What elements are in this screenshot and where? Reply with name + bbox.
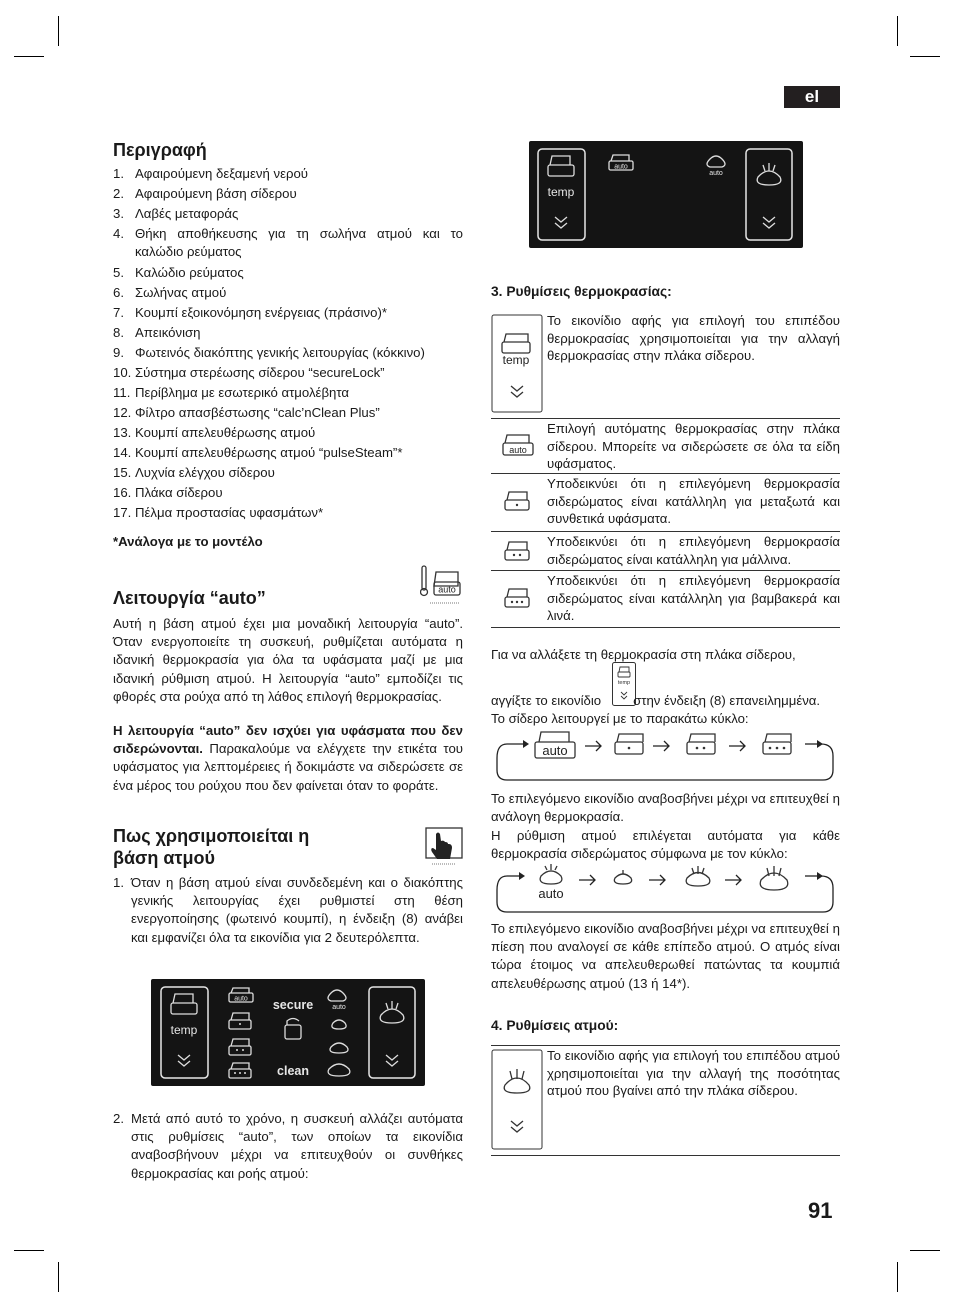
footnote: *Ανάλογα με το μοντέλο bbox=[113, 534, 263, 549]
after-cycle-paragraph-1b: Η ρύθμιση ατμού επιλέγεται αυτόματα για κάθε θερμοκρασία σιδερώματος σύμφωνα με τον κύκλο: bbox=[491, 828, 840, 862]
parts-list-item: 11. Περίβλημα με εσωτερικό ατμολέβητα bbox=[113, 385, 350, 400]
crop-mark bbox=[58, 16, 59, 46]
lock-icon bbox=[285, 1019, 301, 1040]
steam-touch-button[interactable] bbox=[746, 149, 792, 240]
crop-mark bbox=[910, 56, 940, 57]
temp-label: temp bbox=[170, 1023, 198, 1037]
temp-row-text: Υποδεικνύει ότι η επιλεγόμενη θερμοκρασία σιδερώματος είναι κατάλληλη για μεταξωτά και συνθετικά υφάσματα. bbox=[547, 476, 840, 526]
temp-touch-button[interactable] bbox=[538, 149, 585, 240]
parts-list-item: 16. Πλάκα σίδερου bbox=[113, 485, 223, 500]
clean-label: clean bbox=[277, 1064, 309, 1078]
auto-label: auto bbox=[538, 886, 564, 901]
auto-icon-text: auto bbox=[438, 584, 456, 595]
auto-label: auto bbox=[542, 743, 568, 758]
steam-row-touch bbox=[491, 1045, 840, 1156]
temp-settings-title: 3. Ρυθμίσεις θερμοκρασίας: bbox=[491, 284, 672, 299]
crop-mark bbox=[897, 16, 898, 46]
crop-mark bbox=[897, 1262, 898, 1292]
steam-high-icon bbox=[760, 866, 788, 890]
auto-label: auto bbox=[509, 445, 527, 455]
temp-row-wool bbox=[491, 531, 840, 570]
touch-hand-icon bbox=[424, 826, 464, 868]
steam-cycle-diagram bbox=[493, 862, 837, 916]
parts-list-item: 17. Πέλμα προστασίας υφασμάτων* bbox=[113, 505, 324, 520]
change-temp-paragraph-a: Για να αλλάξετε τη θερμοκρασία στη πλάκα σίδερου, bbox=[491, 647, 796, 662]
after-cycle-paragraph-1: Το επιλεγόμενο εικονίδιο αναβοσβήνει μέχρι να επιτευχθεί η ανάλογη θερμοκρασία. bbox=[491, 791, 840, 825]
temp-row-text: Επιλογή αυτόματης θερμοκρασίας στην πλάκα σίδερου. Μπορείτε να σιδερώσετε σε όλα τα είδη υφάσματος. bbox=[547, 421, 840, 471]
auto-title: Λειτουργία “auto” bbox=[113, 588, 266, 608]
change-temp-paragraph-c: Το σίδερο λειτουργεί με το παρακάτω κύκλο: bbox=[491, 711, 749, 726]
iron-one-dot-icon bbox=[503, 490, 533, 514]
temp-label: temp bbox=[502, 353, 530, 367]
temp-row-auto bbox=[491, 418, 840, 473]
parts-list-item: 7. Κουμπί εξοικονόμηση ενέργειας (πράσινο)* bbox=[113, 305, 387, 320]
temp-row-silk bbox=[491, 473, 840, 531]
auto-temperature-icon bbox=[609, 155, 633, 171]
auto-steam-icon bbox=[538, 864, 563, 901]
parts-list-item: 15. Λυχνία ελέγχου σίδερου bbox=[113, 465, 275, 480]
iron-one-dot-icon bbox=[615, 734, 643, 754]
temp-row-cotton bbox=[491, 570, 840, 628]
auto-thermometer-icon bbox=[420, 562, 466, 608]
secure-label: secure bbox=[272, 998, 314, 1012]
parts-list-item: 1. Αφαιρούμενη δεξαμενή νερού bbox=[113, 166, 309, 181]
parts-list bbox=[113, 164, 463, 523]
iron-three-dots-icon bbox=[503, 587, 533, 611]
description-title: Περιγραφή bbox=[113, 140, 207, 160]
display-panel-full bbox=[151, 979, 425, 1086]
iron-three-dots-icon bbox=[763, 734, 791, 754]
temp-row-touch bbox=[491, 312, 840, 417]
auto-label: auto bbox=[614, 163, 628, 171]
parts-list-item: 14. Κουμπί απελευθέρωσης ατμού “pulseSteam”* bbox=[113, 445, 403, 460]
temp-row-text: Υποδεικνύει ότι η επιλεγόμενη θερμοκρασία σιδερώματος είναι κατάλληλη για μάλλινα. bbox=[547, 534, 840, 567]
steam-settings-title: 4. Ρυθμίσεις ατμού: bbox=[491, 1018, 619, 1033]
use-title: Πως χρησιμοποιείται η βάση ατμού bbox=[113, 826, 310, 868]
auto-iron-icon bbox=[535, 732, 575, 758]
auto-paragraph-1: Αυτή η βάση ατμού έχει μια μοναδική λειτουργία “auto”. Όταν ενεργοποιείτε τη συσκευή, ρυθμίζεται αυτόματα η ιδανική θερμοκρασία για όλα τα υφάσματα μαζί με μια ιδανική ρύθμιση ατμού. Η λειτουργία “auto” εμποδίζει τις φθορές στα ρούχα από τη λάθος επιλογή θερμοκρασίας. bbox=[113, 616, 463, 704]
steam-medium-icon bbox=[686, 866, 710, 886]
parts-list-item: 4. Θήκη αποθήκευσης για τη σωλήνα ατμού και το καλώδιο ρεύματος bbox=[113, 226, 463, 259]
steam-touch-button[interactable] bbox=[369, 987, 415, 1078]
auto-label: auto bbox=[332, 1004, 346, 1011]
parts-list-item: 2. Αφαιρούμενη βάση σίδερου bbox=[113, 186, 297, 201]
parts-list-item: 9. Φωτεινός διακόπτης γενικής λειτουργίας (κόκκινο) bbox=[113, 345, 425, 360]
steam-icons bbox=[328, 990, 350, 1076]
temperature-cycle-diagram bbox=[493, 730, 837, 784]
auto-steam-icon bbox=[707, 156, 725, 177]
crop-mark bbox=[58, 1262, 59, 1292]
change-temp-paragraph-b: αγγίξτε το εικονίδιο στην ένδειξη (8) επανειλημμένα. bbox=[491, 693, 821, 708]
iron-two-dots-icon bbox=[503, 540, 533, 564]
temp-touch-button[interactable] bbox=[161, 987, 208, 1078]
page-number: 91 bbox=[808, 1198, 833, 1223]
parts-list-item: 3. Λαβές μεταφοράς bbox=[113, 206, 239, 221]
crop-mark bbox=[910, 1250, 940, 1251]
crop-mark bbox=[14, 1250, 44, 1251]
iron-two-dots-icon bbox=[687, 734, 715, 754]
temp-touch-icon bbox=[491, 314, 543, 414]
display-panel-auto bbox=[529, 141, 803, 248]
temp-row-text: Το εικονίδιο αφής για επιλογή του επιπέδου θερμοκρασίας χρησιμοποιείται για την αλλαγή θερμοκρασίας στην πλάκα σίδερου. bbox=[547, 313, 840, 363]
use-step-1: 1. Όταν η βάση ατμού είναι συνδεδεμένη και ο διακόπτης γενικής λειτουργίας έχει ρυθμιστεί στη θέση ενεργοποίησης (φωτεινό κουμπί), η ένδειξη (8) ανάβει και εμφανίζει όλα τα εικονίδια για 2 δευτερόλεπτα. bbox=[113, 875, 463, 945]
auto-paragraph-2: Η λειτουργία “auto” δεν ισχύει για υφάσματα που δεν σιδερώνονται. Παρακαλούμε να ελέγχετε την ετικέτα του υφάσματος για λεπτομέρειες ή δοκιμάστε να σιδερώσετε σε ένα μέρος του ρούχου που δεν φαίνεται όταν το φοράτε. bbox=[113, 723, 463, 793]
temp-row-text: Υποδεικνύει ότι η επιλεγόμενη θερμοκρασία σιδερώματος είναι κατάλληλη για βαμβακερά και λινά. bbox=[547, 573, 840, 623]
parts-list-item: 6. Σωλήνας ατμού bbox=[113, 285, 227, 300]
parts-list-item: 5. Καλώδιο ρεύματος bbox=[113, 265, 244, 280]
auto-label: auto bbox=[709, 170, 723, 177]
steam-touch-icon bbox=[491, 1049, 543, 1151]
temp-label: temp bbox=[547, 185, 575, 199]
use-step-2: 2. Μετά από αυτό το χρόνο, η συσκευή αλλάζει αυτόματα στις ρυθμίσεις “auto”, των οποίων τα εικονίδια αναβοσβήνουν μέχρι να επιτευχθούν οι συνθήκες θερμοκρασίας και ροής ατμού: bbox=[113, 1111, 463, 1181]
parts-list-item: 12. Φίλτρο απασβέστωσης “calc’nClean Plus” bbox=[113, 405, 380, 420]
parts-list-item: 10. Σύστημα στερέωσης σίδερου “secureLock” bbox=[113, 365, 385, 380]
parts-list-item: 13. Κουμπί απελευθέρωσης ατμού bbox=[113, 425, 316, 440]
temperature-icons bbox=[229, 988, 253, 1078]
language-tag: el bbox=[784, 86, 840, 108]
auto-iron-icon bbox=[497, 433, 537, 459]
auto-label: auto bbox=[234, 995, 248, 1003]
temp-label: temp bbox=[617, 680, 631, 686]
after-cycle-paragraph-2: Το επιλεγόμενο εικονίδιο αναβοσβήνει μέχρι να επιτευχθεί η πίεση που αναλογεί σε κάθε επίπεδο ατμού. Ο ατμός είναι τώρα έτοιμος να απελευθερωθεί πατώντας τα κουμπιά απελευθέρωσης ατμού (13 ή 14*). bbox=[491, 921, 840, 991]
steam-row-text: Το εικονίδιο αφής για επιλογή του επιπέδου ατμού χρησιμοποιείται για την αλλαγή της ποσότητας ατμού που βγαίνει από την πλάκα σίδερου. bbox=[547, 1048, 840, 1098]
steam-low-icon bbox=[614, 870, 631, 884]
crop-mark bbox=[14, 56, 44, 57]
parts-list-item: 8. Απεικόνιση bbox=[113, 325, 201, 340]
